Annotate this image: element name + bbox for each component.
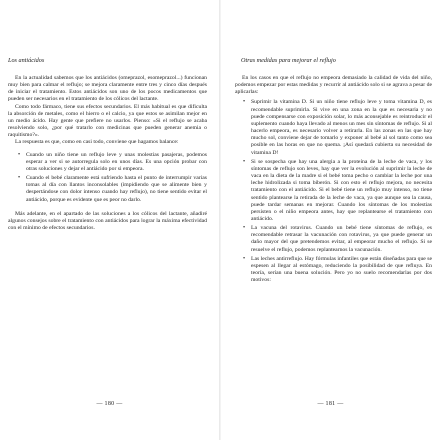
left-closing-paragraph: Más adelante, en el apartado de las soluciones a los cólicos del lactante, añadiré algunos consejos sobre el tratamiento con antiácidos para lograr la máxima efectividad con el mínimo de efectos secundarios.	[8, 210, 207, 231]
bullet-icon: •	[243, 225, 246, 232]
left-paragraph-3: La respuesta es que, como en casi todo, conviene que hagamos balance:	[15, 139, 179, 146]
bullet-icon: •	[243, 158, 246, 165]
right-bullet-item-2	[243, 158, 432, 223]
left-bullet-item-1	[18, 151, 207, 173]
left-bullet-text-2: Cuando el bebé claramente está sufriendo hasta el punto de interrumpir varias tomas al día con llantos inconsolables (impidiendo que se alimente bien y despertándose con dolor intenso cuando hay reflujo), no tiene sentido evitar el antiácido, porque es evidente que es peor no darlo.	[26, 175, 207, 203]
right-bullet-text-4: Las leches antirreflujo. Hay fórmulas infantiles que están diseñadas para que se espesen al llegar al estómago, reduciendo la posibilidad de que refluya. En teoría, serían una buena solución. Pero yo no suelo recomendarlas por dos motivos:	[251, 255, 432, 284]
right-page	[221, 0, 440, 440]
left-page	[0, 0, 219, 440]
left-paragraph-2: Como todo fármaco, tiene sus efectos secundarios. El más habitual es que dificulta la absorción de metales, como el hierro o el calcio, ya que estos se asimilan mejor en un medio ácido. Hay gente que prefiere no usarlos. Pienso: «Si el reflujo se acaba resolviendo solo, ¿por qué tratarlo con medicinas que pueden generar anemia o raquitismo?».	[8, 103, 207, 139]
right-bullet-text-3: La vacuna del rotavirus. Cuando un bebé tiene síntomas de reflujo, es recomendable retrasar la vacunación con rotavirus, ya que puede generar un daño mayor del que pretendemos evitar, al empeorar mucho el reflujo. Si se resuelve el reflujo, podemos replantearnos la vacunación.	[251, 225, 432, 253]
left-paragraph-1: En la actualidad sabemos que los antiácidos (omeprazol, esomeprazol...) funcionan muy bien para calmar el reflujo; se mejora claramente entre tres y cinco días después de iniciar el tratamiento. Estos antiácidos son uno de los pocos medicamentos que pueden ser necesarios en el tratamiento de los cólicos del lactante.	[8, 75, 207, 103]
right-intro-paragraph: En los casos en que el reflujo no empeora demasiado la calidad de vida del niño, podemos empezar por estas medidas y recurrir al antiácido solo si se agrava a pesar de aplicarlas:	[235, 75, 432, 96]
right-bullet-item-1	[243, 99, 432, 156]
right-bullet-list	[235, 99, 432, 284]
left-bullet-text-1: Cuando un niño tiene un reflujo leve y unas molestias pasajeras, podemos esperar a ver si se autorregula solo en unos días. Es una opción probar con otras soluciones y dejar el antiácido por si empeora.	[26, 151, 207, 172]
right-running-head: Otras medidas para mejorar el reflujo	[241, 57, 336, 64]
left-running-head: Los antiácidos	[8, 57, 45, 64]
right-bullet-text-2: Si se sospecha que hay una alergia a la proteína de la leche de vaca, y los síntomas de reflujo son leves, hay que ver la evolución al suprimir la leche de vaca en la dieta de la madre si el bebé toma pecho o cambiar la leche por una leche hidrolizada si toma biberón. Si con esto el reflujo mejora, no necesita tratamiento con el antiácido. Si el bebé tiene un reflujo muy intenso, no tiene sentido plantearse la retirada de la leche de vaca, ya que aunque sea la causa, puede tardar semanas en mejorar. Cuando los síntomas de los molestias persisten o el niño empeora antes, hay que replantearse el tratamiento con antiácido.	[251, 158, 432, 222]
bullet-icon: •	[18, 175, 21, 182]
bullet-icon: •	[243, 255, 246, 262]
left-bullet-list	[8, 152, 207, 204]
bullet-icon: •	[243, 99, 246, 106]
right-bullet-text-1: Suprimir la vitamina D. Si un niño tiene reflujo leve y toma vitamina D, es recomendable suprimirla. Si vive en una zona en la que es necesaria y no puede compensarse con exposición solar, lo más aconsejable es reintroducir el suplemento cuando haya llevado al menos un mes sin síntomas de reflujo. Si al hacerlo empeora, es necesario volver a retirarla. En las zonas en las que hay mucho sol, conviene dejar de tomarlo y exponer al bebé al sol tanto como sea posible en las horas en que no quema. ¡Así quedará cubierta su necesidad de vitamina D!	[251, 99, 432, 156]
left-bullet-item-2	[18, 175, 207, 204]
right-bullet-item-3	[243, 225, 432, 254]
bullet-icon: •	[18, 151, 21, 158]
right-bullet-item-4	[243, 255, 432, 285]
right-page-number: — 181 —	[317, 401, 344, 407]
left-page-number: — 180 —	[96, 401, 123, 407]
